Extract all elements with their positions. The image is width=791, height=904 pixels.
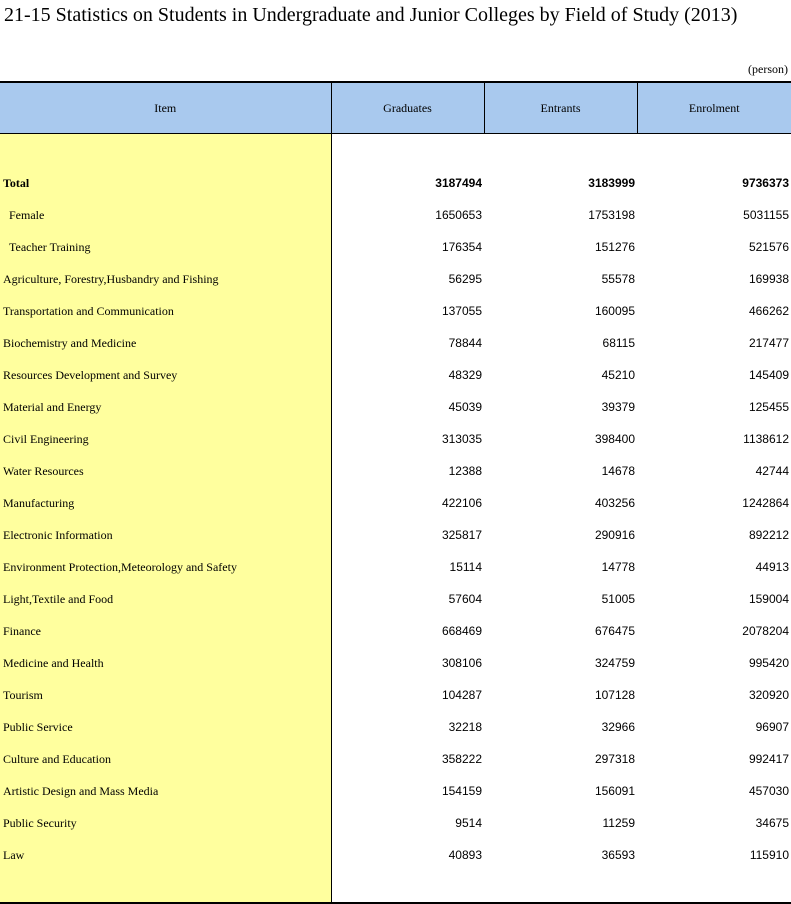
row-entrants-value: 151276 (594, 240, 635, 254)
row-entrants-value: 14678 (601, 464, 635, 478)
row-enrolment-value: 892212 (748, 528, 789, 542)
row-entrants-value: 398400 (594, 432, 635, 446)
row-enrolment-value: 42744 (755, 464, 789, 478)
row-entrants-value: 39379 (601, 400, 635, 414)
row-graduates-value: 422106 (441, 496, 482, 510)
row-graduates-value: 325817 (441, 528, 482, 542)
table-row (0, 711, 791, 743)
table-row (0, 839, 791, 871)
row-enrolment-value: 159004 (748, 592, 789, 606)
row-graduates-value: 56295 (448, 272, 482, 286)
row-enrolment-value: 995420 (748, 656, 789, 670)
row-entrants-value: 32966 (601, 720, 635, 734)
table-row (0, 775, 791, 807)
row-enrolment-value: 1138612 (743, 432, 789, 446)
row-enrolment-value: 96907 (755, 720, 789, 734)
row-entrants-value: 403256 (594, 496, 635, 510)
row-graduates-value: 9514 (455, 816, 482, 830)
row-enrolment-value: 125455 (748, 400, 789, 414)
row-item-label: Transportation and Communication (0, 295, 331, 327)
row-graduates-value: 668469 (441, 624, 482, 638)
table-row (0, 295, 791, 327)
row-item-label: Resources Development and Survey (0, 359, 331, 391)
table-row (0, 519, 791, 551)
row-item-label: Public Service (0, 711, 331, 743)
header-graduates: Graduates (331, 82, 484, 134)
row-item-label: Manufacturing (0, 487, 331, 519)
row-entrants-value: 36593 (601, 848, 635, 862)
row-enrolment-value: 169938 (748, 272, 789, 286)
table-row (0, 167, 791, 199)
row-enrolment-value: 9736373 (742, 176, 789, 190)
row-item-label: Water Resources (0, 455, 331, 487)
row-graduates-value: 32218 (448, 720, 482, 734)
header-entrants: Entrants (484, 82, 637, 134)
row-graduates-value: 12388 (448, 464, 482, 478)
table-row (0, 679, 791, 711)
row-enrolment-value: 115910 (749, 848, 789, 862)
row-enrolment-value: 5031155 (743, 208, 789, 222)
row-entrants-value: 324759 (594, 656, 635, 670)
row-item-label: Culture and Education (0, 743, 331, 775)
row-item-label: Light,Textile and Food (0, 583, 331, 615)
row-item-label: Material and Energy (0, 391, 331, 423)
row-entrants-value: 676475 (594, 624, 635, 638)
row-item-label: Environment Protection,Meteorology and Safety (0, 551, 331, 583)
row-enrolment-value: 34675 (755, 816, 789, 830)
spacer-row (0, 134, 791, 168)
table-row (0, 391, 791, 423)
row-enrolment-value: 1242864 (742, 496, 789, 510)
row-item-label: Female (0, 199, 331, 231)
spacer-row (0, 871, 791, 903)
table-row (0, 551, 791, 583)
row-graduates-value: 308106 (441, 656, 482, 670)
table-row (0, 743, 791, 775)
row-graduates-value: 137055 (441, 304, 482, 318)
row-entrants-value: 290916 (594, 528, 635, 542)
row-graduates-value: 45039 (448, 400, 482, 414)
row-item-label: Finance (0, 615, 331, 647)
row-item-label: Tourism (0, 679, 331, 711)
statistics-table (0, 81, 791, 904)
row-entrants-value: 11259 (602, 816, 635, 830)
row-graduates-value: 15114 (449, 560, 482, 574)
page-title: 21-15 Statistics on Students in Undergraduate and Junior Colleges by Field of Study (2013) (4, 4, 738, 26)
row-enrolment-value: 521576 (748, 240, 789, 254)
row-enrolment-value: 320920 (748, 688, 789, 702)
row-entrants-value: 107128 (594, 688, 635, 702)
row-item-label: Medicine and Health (0, 647, 331, 679)
row-graduates-value: 48329 (448, 368, 482, 382)
row-enrolment-value: 44913 (755, 560, 789, 574)
row-graduates-value: 154159 (441, 784, 482, 798)
row-entrants-value: 68115 (602, 336, 635, 350)
row-graduates-value: 358222 (441, 752, 482, 766)
row-enrolment-value: 2078204 (742, 624, 789, 638)
row-graduates-value: 3187494 (435, 176, 482, 190)
row-enrolment-value: 457030 (748, 784, 789, 798)
row-graduates-value: 40893 (448, 848, 482, 862)
row-graduates-value: 1650653 (435, 208, 482, 222)
row-item-label: Total (0, 167, 331, 199)
row-item-label: Artistic Design and Mass Media (0, 775, 331, 807)
row-graduates-value: 176354 (441, 240, 482, 254)
header-item: Item (0, 82, 331, 134)
table-row (0, 359, 791, 391)
row-item-label: Law (0, 839, 331, 871)
row-item-label: Teacher Training (0, 231, 331, 263)
unit-label: (person) (748, 62, 788, 76)
row-entrants-value: 14778 (601, 560, 635, 574)
row-entrants-value: 160095 (594, 304, 635, 318)
table-row (0, 583, 791, 615)
table-row (0, 455, 791, 487)
row-entrants-value: 51005 (601, 592, 635, 606)
table-row (0, 263, 791, 295)
row-entrants-value: 55578 (601, 272, 635, 286)
table-row (0, 647, 791, 679)
header-enrolment: Enrolment (637, 82, 791, 134)
row-enrolment-value: 466262 (748, 304, 789, 318)
row-graduates-value: 104287 (441, 688, 482, 702)
row-entrants-value: 45210 (601, 368, 635, 382)
row-item-label: Civil Engineering (0, 423, 331, 455)
row-entrants-value: 1753198 (588, 208, 635, 222)
table-body (0, 134, 791, 904)
row-graduates-value: 57604 (448, 592, 482, 606)
table-header (0, 82, 791, 134)
table-row (0, 327, 791, 359)
row-item-label: Biochemistry and Medicine (0, 327, 331, 359)
row-entrants-value: 3183999 (588, 176, 635, 190)
row-graduates-value: 78844 (448, 336, 482, 350)
row-enrolment-value: 145409 (748, 368, 789, 382)
row-enrolment-value: 992417 (748, 752, 789, 766)
header-row (0, 82, 791, 134)
table-row (0, 487, 791, 519)
row-graduates-value: 313035 (441, 432, 482, 446)
table-row (0, 615, 791, 647)
row-item-label: Electronic Information (0, 519, 331, 551)
table-row (0, 423, 791, 455)
row-enrolment-value: 217477 (748, 336, 789, 350)
table-row (0, 807, 791, 839)
row-entrants-value: 156091 (594, 784, 635, 798)
table-row (0, 231, 791, 263)
row-item-label: Agriculture, Forestry,Husbandry and Fishing (0, 263, 331, 295)
row-entrants-value: 297318 (594, 752, 635, 766)
table-row (0, 199, 791, 231)
row-item-label: Public Security (0, 807, 331, 839)
